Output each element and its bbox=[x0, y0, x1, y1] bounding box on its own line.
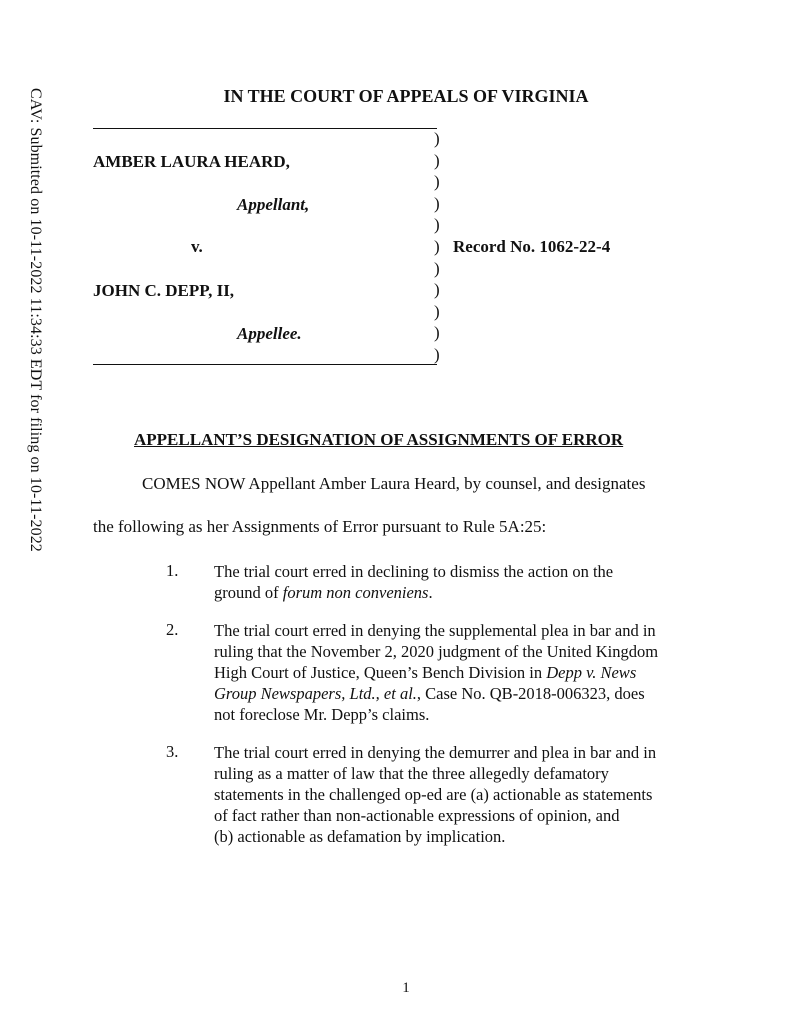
item-line: Group Newspapers, Ltd., et al., Case No. QB-2018-006323, does bbox=[214, 684, 645, 703]
page-number: 1 bbox=[402, 980, 410, 996]
caption-paren-column bbox=[434, 128, 440, 366]
paren: ) bbox=[434, 280, 440, 300]
paren: ) bbox=[434, 129, 440, 148]
intro-line-1: COMES NOW Appellant Amber Laura Heard, by counsel, and designates bbox=[142, 474, 646, 493]
item-line: of fact rather than non-actionable expressions of opinion, and bbox=[214, 806, 620, 825]
record-number: Record No. 1062-22-4 bbox=[453, 237, 611, 256]
item-line: ruling as a matter of law that the three allegedly defamatory bbox=[214, 764, 609, 783]
paren: ) bbox=[434, 344, 440, 364]
paren: ) bbox=[434, 172, 440, 192]
paren: ) bbox=[434, 258, 440, 278]
list-item bbox=[214, 561, 724, 603]
appellee-name: JOHN C. DEPP, II, bbox=[93, 281, 235, 300]
intro-line-2: the following as her Assignments of Error pursuant to Rule 5A:25: bbox=[93, 517, 547, 536]
item-line: The trial court erred in declining to dismiss the action on the bbox=[214, 562, 614, 581]
item-number: 1. bbox=[166, 561, 179, 580]
court-title: IN THE COURT OF APPEALS OF VIRGINIA bbox=[223, 86, 589, 106]
paren: ) bbox=[434, 236, 440, 256]
item-number: 3. bbox=[166, 742, 179, 761]
list-item bbox=[214, 742, 724, 847]
paren: ) bbox=[434, 150, 440, 170]
paren: ) bbox=[434, 215, 440, 235]
item-line: statements in the challenged op-ed are (a) actionable as statements bbox=[214, 785, 653, 804]
item-line: ground of forum non conveniens. bbox=[214, 583, 433, 602]
appellant-name: AMBER LAURA HEARD, bbox=[93, 152, 290, 171]
paren: ) bbox=[434, 301, 440, 321]
item-line: High Court of Justice, Queen’s Bench Division in Depp v. News bbox=[214, 663, 637, 682]
item-line: ruling that the November 2, 2020 judgment of the United Kingdom bbox=[214, 642, 659, 661]
filing-stamp: CAV: Submitted on 10-11-2022 11:34:33 EDT for filing on 10-11-2022 bbox=[27, 88, 44, 552]
paren: ) bbox=[434, 323, 440, 343]
caption-top-rule bbox=[93, 128, 437, 129]
item-line: The trial court erred in denying the supplemental plea in bar and in bbox=[214, 621, 656, 640]
item-line: not foreclose Mr. Depp’s claims. bbox=[214, 705, 430, 724]
document-heading: APPELLANT’S DESIGNATION OF ASSIGNMENTS OF ERROR bbox=[134, 430, 624, 449]
appellee-role: Appellee. bbox=[237, 324, 302, 343]
appellant-role: Appellant, bbox=[237, 195, 310, 214]
item-line: (b) actionable as defamation by implication. bbox=[214, 827, 506, 846]
list-item bbox=[214, 620, 724, 725]
item-number: 2. bbox=[166, 620, 179, 639]
caption-bottom-rule bbox=[93, 364, 437, 365]
item-line: The trial court erred in denying the demurrer and plea in bar and in bbox=[214, 743, 657, 762]
versus: v. bbox=[191, 237, 203, 256]
paren: ) bbox=[434, 193, 440, 213]
